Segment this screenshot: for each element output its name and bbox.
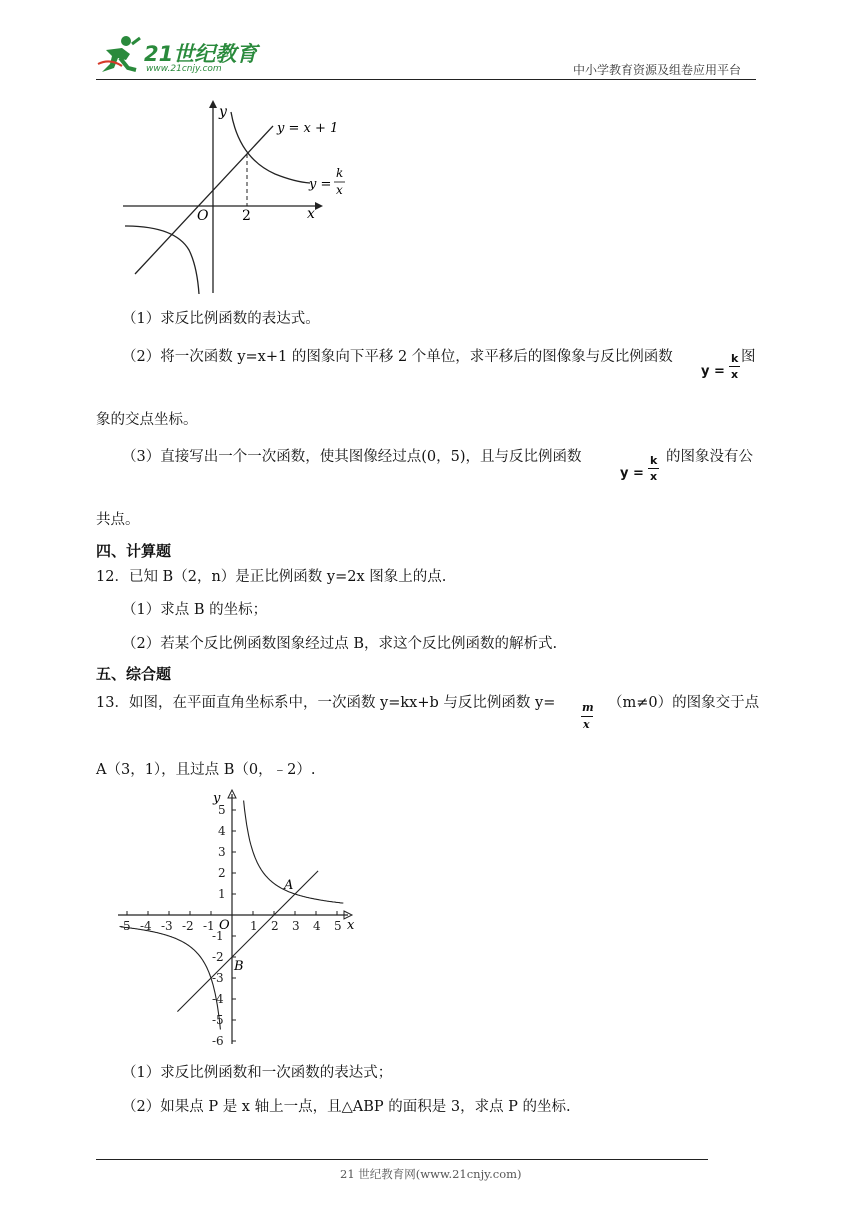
q11-part1: （1）求反比例函数的表达式。 bbox=[122, 311, 320, 327]
point-a-label: A bbox=[284, 878, 294, 893]
point-b-label: B bbox=[234, 959, 244, 974]
x-tick-label: -2 bbox=[182, 919, 194, 933]
origin-label: O bbox=[219, 918, 230, 933]
y-tick-label: 1 bbox=[218, 887, 226, 901]
curve-label-num: k bbox=[336, 166, 344, 180]
x-tick-label: -1 bbox=[203, 919, 215, 933]
q11-part2-tail: 图 bbox=[741, 349, 756, 365]
q12-stem: 12．已知 B（2，n）是正比例函数 y=2x 图象上的点. bbox=[96, 569, 447, 585]
q13-fraction: m x bbox=[582, 701, 594, 731]
y-tick-label: -6 bbox=[212, 1034, 224, 1048]
header-logo bbox=[96, 34, 266, 78]
platform-title: 中小学教育资源及组卷应用平台 bbox=[573, 63, 742, 77]
q13-stem-line1: 13．如图，在平面直角坐标系中，一次函数 y=kx+b 与反比例函数 y= bbox=[96, 695, 556, 711]
footer-rule bbox=[96, 1159, 708, 1160]
hyperbola-branch-1 bbox=[244, 801, 344, 904]
section5-title: 五、综合题 bbox=[96, 665, 172, 683]
x-tick-label: 2 bbox=[271, 919, 279, 933]
x-tick-label: -5 bbox=[119, 919, 131, 933]
x-tick-label: 4 bbox=[313, 919, 321, 933]
y-axis-label: y bbox=[213, 791, 221, 806]
q11-part3-formula: y = k x bbox=[620, 454, 658, 483]
q13-part1: （1）求反比例函数和一次函数的表达式； bbox=[122, 1065, 393, 1081]
q11-part2-line1: （2）将一次函数 y=x+1 的图象向下平移 2 个单位，求平移后的图像象与反比例函数 bbox=[122, 349, 673, 365]
y-tick-label: -2 bbox=[212, 950, 224, 964]
line-graph bbox=[177, 871, 318, 1012]
q11-part3-line1: （3）直接写出一个一次函数，使其图像经过点(0，5)，且与反比例函数 bbox=[122, 449, 582, 465]
y-tick-label: -3 bbox=[212, 971, 224, 985]
figure-coordinate-plane bbox=[112, 788, 362, 1050]
y-tick-label: -1 bbox=[212, 929, 224, 943]
curve-label-den: x bbox=[336, 183, 343, 197]
y-tick-label: 5 bbox=[218, 803, 226, 817]
q12-part1: （1）求点 B 的坐标； bbox=[122, 602, 268, 618]
logo-title: 21世纪教育 bbox=[144, 42, 258, 66]
curve-label-prefix: y = bbox=[309, 177, 332, 192]
x-tick-label: 1 bbox=[250, 919, 258, 933]
q13-stem-line2: A（3，1），且过点 B（0，﹣2）. bbox=[96, 762, 316, 778]
q11-part3-tail: 的图象没有公 bbox=[666, 449, 753, 465]
footer-text: 21 世纪教育网(www.21cnjy.com) bbox=[340, 1167, 522, 1181]
figure-hyperbola-line bbox=[115, 98, 355, 298]
hyperbola-branch-2 bbox=[121, 927, 221, 1030]
y-tick-label: 2 bbox=[218, 866, 226, 880]
tick-2-label: 2 bbox=[242, 208, 251, 224]
q12-part2: （2）若某个反比例函数图象经过点 B，求这个反比例函数的解析式. bbox=[122, 636, 558, 652]
runner-logo-icon bbox=[96, 34, 142, 76]
y-axis-label: y bbox=[219, 104, 227, 120]
q13-stem-tail: （m≠0）的图象交于点 bbox=[608, 695, 760, 711]
header-rule bbox=[96, 79, 756, 80]
y-tick-label: 4 bbox=[218, 824, 226, 838]
line-label: y = x + 1 bbox=[277, 121, 339, 136]
origin-label: O bbox=[197, 208, 209, 224]
y-tick-label: -5 bbox=[212, 1013, 224, 1027]
q13-part2: （2）如果点 P 是 x 轴上一点，且△ABP 的面积是 3，求点 P 的坐标. bbox=[122, 1099, 571, 1115]
y-tick-label: 3 bbox=[218, 845, 226, 859]
q11-part3-line2: 共点。 bbox=[96, 512, 140, 528]
y-tick-label: -4 bbox=[212, 992, 224, 1006]
q11-part2-line2: 象的交点坐标。 bbox=[96, 412, 198, 428]
x-tick-label: -4 bbox=[140, 919, 152, 933]
x-axis-label: x bbox=[347, 918, 355, 933]
x-axis-label: x bbox=[307, 206, 315, 222]
x-tick-label: 5 bbox=[334, 919, 342, 933]
q11-part2-formula: y = k x bbox=[701, 352, 739, 381]
section4-title: 四、计算题 bbox=[96, 542, 172, 560]
x-tick-label: -3 bbox=[161, 919, 173, 933]
logo-url: www.21cnjy.com bbox=[146, 64, 222, 74]
x-tick-label: 3 bbox=[292, 919, 300, 933]
